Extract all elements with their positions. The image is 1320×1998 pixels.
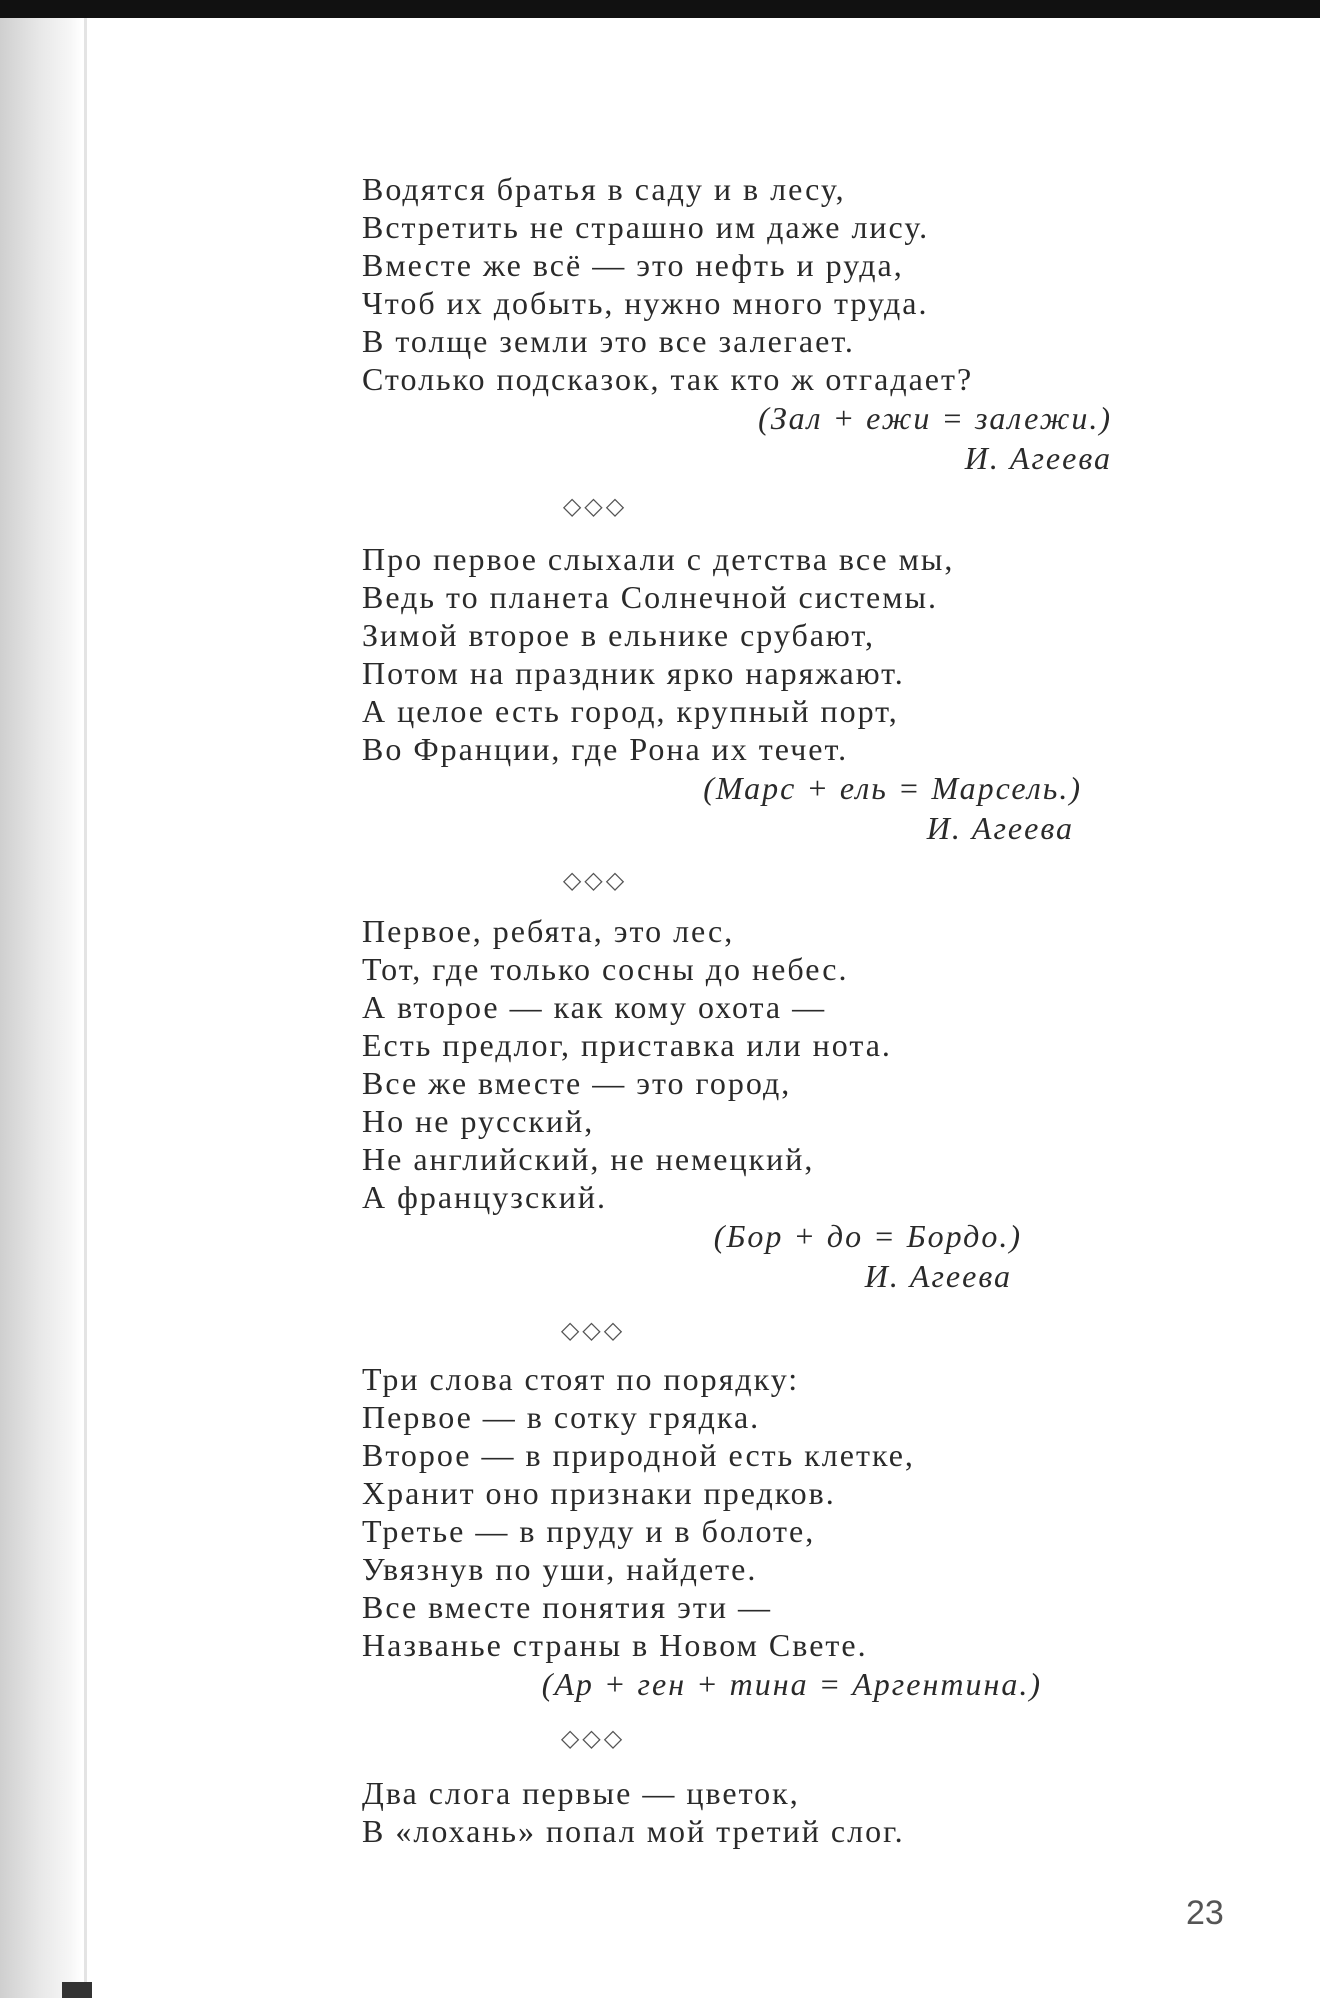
poem-line: Хранит оно признаки предков. [362, 1475, 836, 1511]
poem-line: Два слога первые — цветок, [362, 1775, 800, 1811]
poem-line: Зимой второе в ельнике срубают, [362, 617, 875, 653]
poem-line: Первое — в сотку грядка. [362, 1399, 761, 1435]
poem-2 [362, 540, 1122, 848]
author-name: И. Агеева [964, 440, 1112, 476]
page-gutter-shadow [0, 18, 82, 1998]
poem-line: Три слова стоят по порядку: [362, 1361, 800, 1397]
separator-ornament: ◇◇◇ [560, 1316, 626, 1344]
scan-top-edge [0, 0, 1320, 18]
poem-line: Увязнув по уши, найдете. [362, 1551, 758, 1587]
separator-ornament: ◇◇◇ [562, 492, 628, 520]
poem-5 [362, 1774, 1122, 1850]
poem-line: А второе — как кому охота — [362, 989, 827, 1025]
author-name: И. Агеева [864, 1258, 1012, 1294]
poem-line: А целое есть город, крупный порт, [362, 693, 899, 729]
poem-line: Водятся братья в саду и в лесу, [362, 171, 846, 207]
poem-line: Но не русский, [362, 1103, 595, 1139]
author-name: И. Агеева [926, 810, 1074, 846]
poem-line: Третье — в пруду и в болоте, [362, 1513, 816, 1549]
poem-line: Встретить не страшно им даже лису. [362, 209, 930, 245]
poem-line: А французский. [362, 1179, 607, 1215]
poem-line: Вместе же всё — это нефть и руда, [362, 247, 904, 283]
riddle-answer: (Зал + ежи = залежи.) [758, 400, 1112, 436]
poem-line: Столько подсказок, так кто ж отгадает? [362, 361, 974, 397]
poem-line: Тот, где только сосны до небес. [362, 951, 849, 987]
separator-ornament: ◇◇◇ [562, 866, 628, 894]
poem-line: Есть предлог, приставка или нота. [362, 1027, 892, 1063]
riddle-answer: (Ар + ген + тина = Аргентина.) [541, 1666, 1042, 1702]
poem-line: Чтоб их добыть, нужно много труда. [362, 285, 929, 321]
riddle-answer: (Марс + ель = Марсель.) [703, 770, 1082, 806]
poem-line: Во Франции, где Рона их течет. [362, 731, 849, 767]
poem-line: Все же вместе — это город, [362, 1065, 792, 1101]
poem-line: Про первое слыхали с детства все мы, [362, 541, 955, 577]
poem-line: Потом на праздник ярко наряжают. [362, 655, 905, 691]
poem-line: Все вместе понятия эти — [362, 1589, 772, 1625]
separator-ornament: ◇◇◇ [560, 1724, 626, 1752]
poem-3 [362, 912, 1122, 1296]
poem-line: Второе — в природной есть клетке, [362, 1437, 915, 1473]
poem-line: В толще земли это все залегает. [362, 323, 855, 359]
poem-line: Названье страны в Новом Свете. [362, 1627, 868, 1663]
poem-line: В «лохань» попал мой третий слог. [362, 1813, 905, 1849]
poem-4 [362, 1360, 1122, 1704]
scan-corner-mark [62, 1982, 92, 1998]
poem-line: Ведь то планета Солнечной системы. [362, 579, 938, 615]
poem-line: Первое, ребята, это лес, [362, 913, 735, 949]
page-spine [84, 18, 87, 1998]
poem-line: Не английский, не немецкий, [362, 1141, 815, 1177]
poem-1 [362, 170, 1122, 478]
riddle-answer: (Бор + до = Бордо.) [713, 1218, 1022, 1254]
page-number: 23 [1186, 1894, 1224, 1932]
